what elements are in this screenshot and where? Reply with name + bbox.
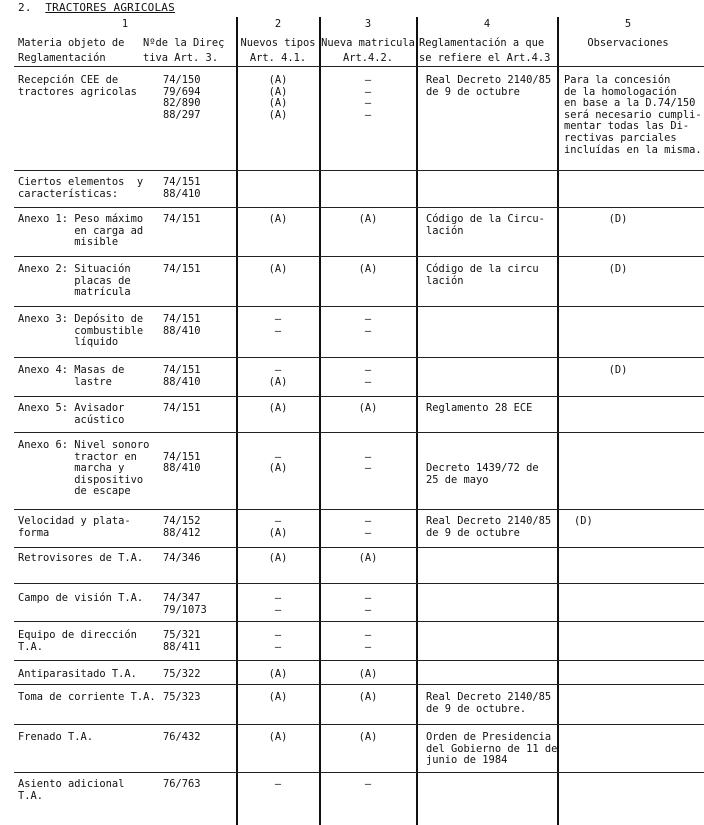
cell-directiva: 76/763 <box>163 778 201 790</box>
column-number: 5 <box>624 18 632 30</box>
row-rule <box>14 207 704 208</box>
cell-materia: Velocidad y plata- forma <box>18 515 131 539</box>
row-rule <box>14 772 704 773</box>
cell-nuevos: (A) <box>268 731 288 743</box>
cell-observaciones: (D) <box>608 263 628 275</box>
cell-nuevos: (A) <box>268 402 288 414</box>
section-title <box>18 1 175 14</box>
cell-directiva: 74/152 88/412 <box>163 515 201 539</box>
cell-reglamentacion: Real Decreto 2140/85 de 9 de octubre <box>426 74 552 98</box>
column-divider <box>416 17 418 825</box>
column-divider <box>236 17 238 825</box>
cell-observaciones: (D) <box>574 515 593 527</box>
column-header-observaciones: Observaciones <box>587 37 669 49</box>
cell-matricula: – – <box>364 629 372 653</box>
cell-materia: Asiento adicional T.A. <box>18 778 125 802</box>
cell-materia: Anexo 6: Nivel sonoro tractor en marcha y dispositivo de escape <box>18 439 150 498</box>
column-header-materia: Reglamentación <box>18 52 106 64</box>
column-number: 2 <box>274 18 282 30</box>
column-header-reglamentacion: Reglamentación a que <box>419 37 545 49</box>
cell-materia: Retrovisores de T.A. <box>18 552 144 564</box>
cell-matricula: – – <box>364 313 372 337</box>
cell-matricula: (A) <box>358 552 378 564</box>
cell-nuevos: (A) <box>268 213 288 225</box>
row-rule <box>14 547 704 548</box>
cell-nuevos: – – <box>274 629 282 653</box>
cell-observaciones: Para la concesión de la homologación en base a la D.74/150 será necesario cumpli- mentar todas las Di- rectivas parciales incluídas en la misma. <box>564 74 702 156</box>
cell-reglamentacion: Orden de Presidencia del Gobierno de 11 de junio de 1984 <box>426 731 558 767</box>
cell-matricula: – <box>364 778 372 790</box>
header-rule <box>14 66 704 67</box>
cell-materia: Recepción CEE de tractores agricolas <box>18 74 137 98</box>
cell-observaciones: (D) <box>608 213 628 225</box>
cell-nuevos: (A) <box>268 691 288 703</box>
cell-materia: Anexo 3: Depósito de combustible líquido <box>18 313 144 349</box>
cell-matricula: (A) <box>358 213 378 225</box>
cell-matricula: (A) <box>358 668 378 680</box>
column-number: 3 <box>364 18 372 30</box>
row-rule <box>14 432 704 433</box>
cell-nuevos: – (A) <box>268 515 288 539</box>
cell-materia: Toma de corriente T.A. <box>18 691 156 703</box>
cell-directiva: 75/321 88/411 <box>163 629 201 653</box>
cell-directiva: 76/432 <box>163 731 201 743</box>
cell-matricula: – – – – <box>364 74 372 121</box>
cell-matricula: (A) <box>358 731 378 743</box>
cell-materia: Anexo 5: Avisador acústico <box>18 402 125 426</box>
row-rule <box>14 724 704 725</box>
column-header-directiva: Nºde la Direç <box>143 37 225 49</box>
row-rule <box>14 357 704 358</box>
cell-matricula: (A) <box>358 263 378 275</box>
column-header-matricula: Art.4.2. <box>342 52 394 64</box>
column-number: 4 <box>483 18 491 30</box>
section-heading: TRACTORES AGRICOLAS <box>45 1 175 14</box>
cell-nuevos: (A) <box>268 668 288 680</box>
row-rule <box>14 306 704 307</box>
cell-directiva: 75/323 <box>163 691 201 703</box>
cell-reglamentacion: Real Decreto 2140/85 de 9 de octubre <box>426 515 552 539</box>
cell-nuevos: (A) (A) (A) (A) <box>268 74 288 121</box>
cell-directiva: 74/347 79/1073 <box>163 592 207 616</box>
cell-directiva: 74/151 88/410 <box>163 313 201 337</box>
cell-materia: Anexo 1: Peso máximo en carga ad misible <box>18 213 144 249</box>
cell-directiva: 74/346 <box>163 552 201 564</box>
row-rule <box>14 684 704 685</box>
cell-directiva: 74/151 88/410 <box>163 364 201 388</box>
cell-directiva: 74/150 79/694 82/890 88/297 <box>163 74 201 121</box>
cell-materia: Equipo de dirección T.A. <box>18 629 137 653</box>
section-number: 2. <box>18 1 32 14</box>
column-header-nuevos: Nuevos tipos <box>240 37 316 49</box>
row-rule <box>14 621 704 622</box>
cell-matricula: (A) <box>358 691 378 703</box>
cell-reglamentacion: Código de la Circu- lación <box>426 213 545 237</box>
cell-matricula: – – <box>364 450 372 475</box>
cell-directiva: 74/151 <box>163 263 201 275</box>
cell-nuevos: – – <box>274 313 282 337</box>
cell-nuevos: (A) <box>268 263 288 275</box>
cell-matricula: – – <box>364 515 372 539</box>
cell-directiva: 74/151 <box>163 402 201 414</box>
cell-reglamentacion: Decreto 1439/72 de 25 de mayo <box>426 462 539 486</box>
cell-matricula: (A) <box>358 402 378 414</box>
cell-materia: Antiparasitado T.A. <box>18 668 137 680</box>
cell-nuevos: – (A) <box>268 364 288 388</box>
column-header-reglamentacion: se refiere el Art.4.3 <box>419 52 551 64</box>
column-header-directiva: tiva Art. 3. <box>143 52 219 64</box>
cell-reglamentacion: Reglamento 28 ECE <box>426 402 533 414</box>
row-rule <box>14 660 704 661</box>
cell-directiva: 75/322 <box>163 668 201 680</box>
column-header-nuevos: Art. 4.1. <box>249 52 307 64</box>
cell-nuevos: – <box>274 778 282 790</box>
column-divider <box>319 17 321 825</box>
cell-matricula: – – <box>364 592 372 616</box>
row-rule <box>14 583 704 584</box>
cell-materia: Ciertos elementos y características: <box>18 176 144 200</box>
column-number: 1 <box>121 18 129 30</box>
cell-materia: Anexo 2: Situación placas de matrícula <box>18 263 131 299</box>
row-rule <box>14 509 704 510</box>
row-rule <box>14 256 704 257</box>
row-rule <box>14 396 704 397</box>
column-header-matricula: Nueva matricula <box>321 37 415 49</box>
cell-nuevos: (A) <box>268 552 288 564</box>
cell-materia: Frenado T.A. <box>18 731 94 743</box>
cell-reglamentacion: Real Decreto 2140/85 de 9 de octubre. <box>426 691 552 715</box>
cell-reglamentacion: Código de la circu lación <box>426 263 539 287</box>
column-divider <box>557 17 559 825</box>
cell-materia: Campo de visión T.A. <box>18 592 144 604</box>
cell-directiva: 74/151 88/410 <box>163 450 201 475</box>
cell-materia: Anexo 4: Masas de lastre <box>18 364 125 388</box>
row-rule <box>14 170 704 171</box>
cell-nuevos: – (A) <box>268 450 288 475</box>
column-header-materia: Materia objeto de <box>18 37 125 49</box>
cell-matricula: – – <box>364 364 372 388</box>
cell-directiva: 74/151 <box>163 213 201 225</box>
cell-observaciones: (D) <box>608 364 628 376</box>
cell-nuevos: – – <box>274 592 282 616</box>
cell-directiva: 74/151 88/410 <box>163 176 201 200</box>
